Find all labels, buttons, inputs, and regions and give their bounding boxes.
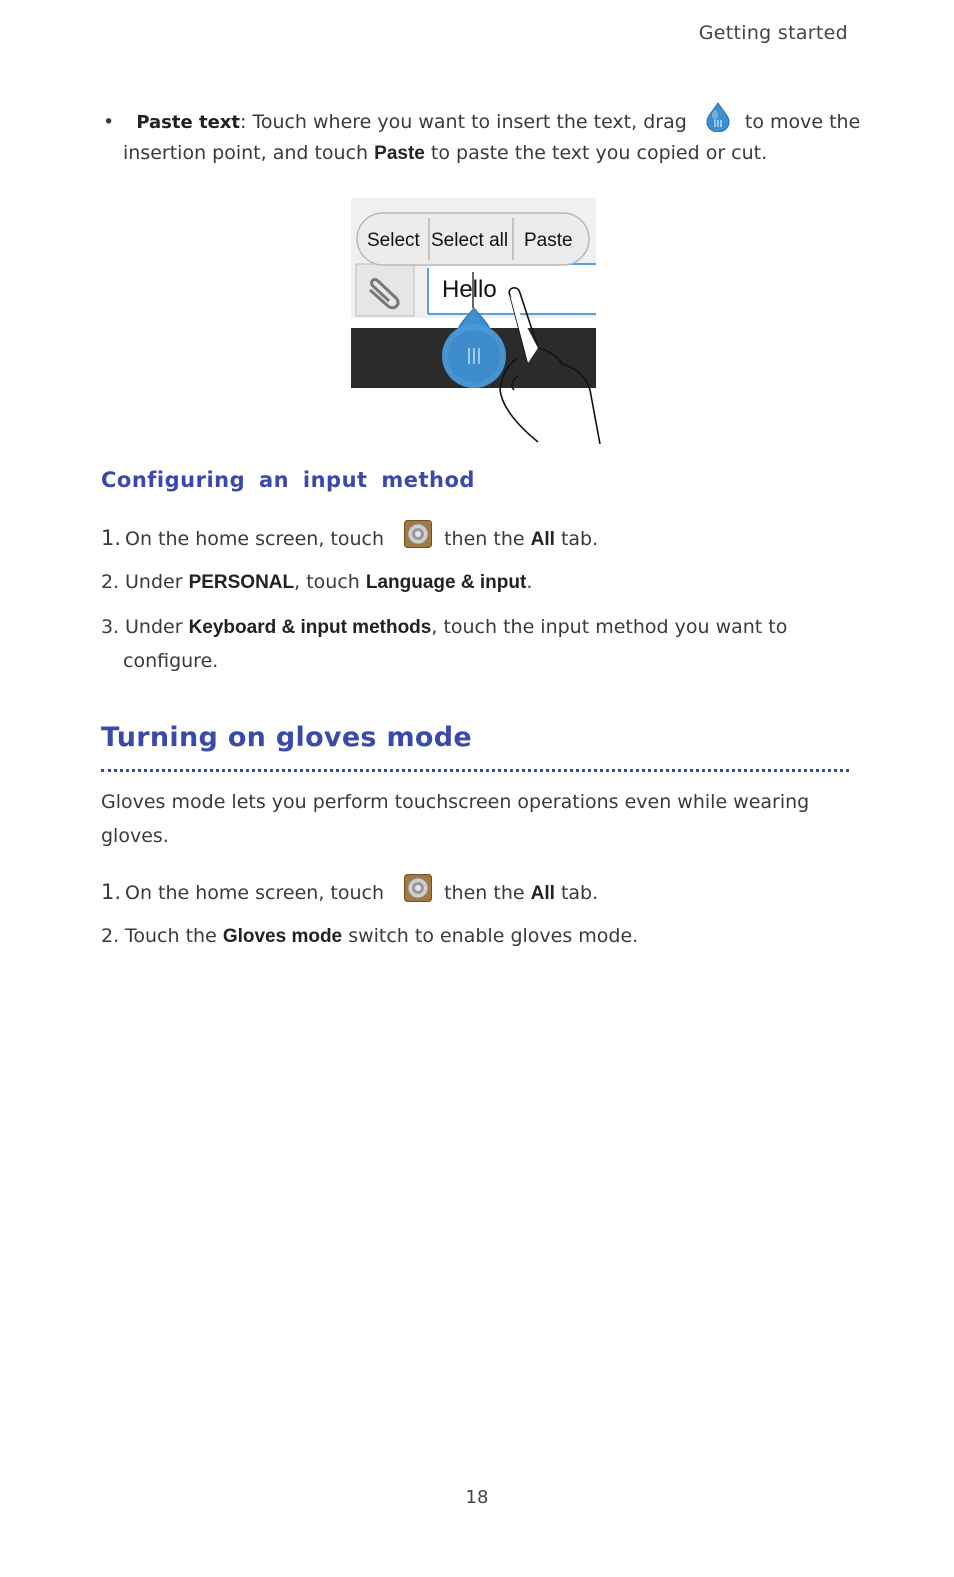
heading-divider xyxy=(101,769,849,772)
step-term: All xyxy=(530,883,555,904)
paste-term: Paste text xyxy=(136,112,240,133)
config-step-3 xyxy=(101,610,787,645)
gloves-step-2 xyxy=(101,919,638,954)
step-term: Language & input xyxy=(365,572,527,593)
step-text: tab. xyxy=(560,882,599,904)
field-text: Hello xyxy=(442,276,497,303)
paste-bullet-line2 xyxy=(123,136,767,171)
gloves-intro-line2: gloves. xyxy=(101,825,169,847)
step-number: 1. xyxy=(101,880,122,904)
step-number: 2. xyxy=(101,925,120,947)
step-number: 1. xyxy=(101,526,122,550)
step-text: then the xyxy=(444,882,525,904)
settings-gear-icon xyxy=(404,520,432,559)
paste-illustration xyxy=(350,198,602,446)
config-heading: Configuring an input method xyxy=(101,468,475,492)
step-text: On the home screen, touch xyxy=(125,882,385,904)
menu-select-button: Select xyxy=(367,230,420,251)
step-text: tab. xyxy=(560,528,599,550)
paste-text-c: insertion point, and touch xyxy=(123,142,369,164)
step-text: , touch xyxy=(294,571,360,593)
step-text: Touch the xyxy=(125,925,217,947)
step-number: 2. xyxy=(101,571,120,593)
step-text: On the home screen, touch xyxy=(125,528,385,550)
running-header: Getting started xyxy=(698,22,848,44)
gloves-intro-line1: Gloves mode lets you perform touchscreen operations even while wearing xyxy=(101,791,810,813)
config-step-1 xyxy=(101,520,598,559)
page-number: 18 xyxy=(465,1487,489,1508)
paperclip-icon xyxy=(364,272,408,316)
step-term: Gloves mode xyxy=(222,926,343,947)
paste-term-2: Paste xyxy=(374,143,425,164)
paste-text-b: to move the xyxy=(744,111,861,133)
gloves-heading: Turning on gloves mode xyxy=(101,722,473,753)
config-step-2 xyxy=(101,565,532,600)
step-number: 3. xyxy=(101,616,120,638)
step-text: switch to enable gloves mode. xyxy=(348,925,639,947)
menu-select-all-button: Select all xyxy=(431,230,509,251)
bullet: • xyxy=(103,111,115,133)
paste-text-a: : Touch where you want to insert the text, drag xyxy=(240,111,687,133)
menu-paste-button: Paste xyxy=(524,230,573,251)
step-text: Under xyxy=(125,571,183,593)
settings-gear-icon xyxy=(404,874,432,913)
step-text: then the xyxy=(444,528,525,550)
step-text: . xyxy=(526,571,533,593)
paste-text-d: to paste the text you copied or cut. xyxy=(430,142,768,164)
config-step-3-cont: configure. xyxy=(123,650,219,672)
step-term: All xyxy=(530,529,555,550)
step-term: PERSONAL xyxy=(188,572,295,593)
step-term: Keyboard & input methods xyxy=(188,617,432,638)
gloves-step-1 xyxy=(101,874,598,913)
step-text: , touch the input method you want to xyxy=(431,616,788,638)
step-text: Under xyxy=(125,616,183,638)
